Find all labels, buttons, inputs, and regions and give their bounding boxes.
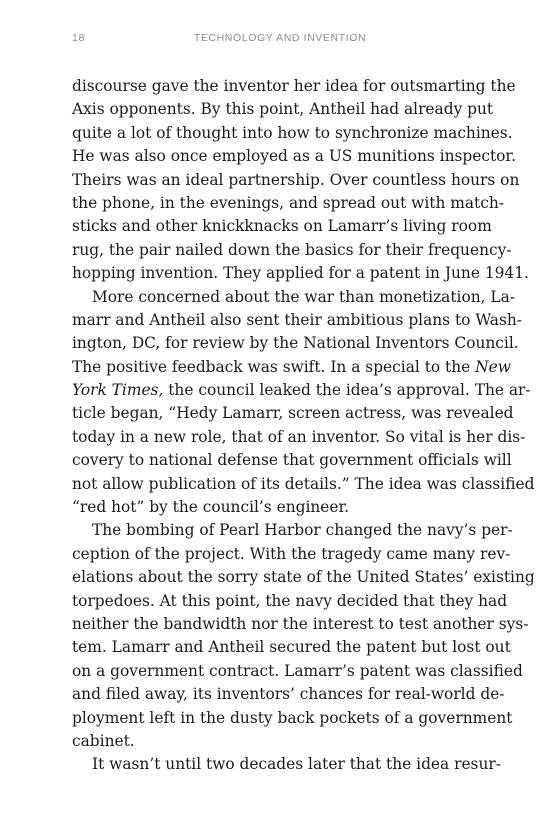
line-text: covery to national defense that government officials will bbox=[72, 451, 512, 470]
text-line bbox=[72, 660, 523, 683]
text-line bbox=[72, 309, 522, 332]
line-text: More concerned about the war than monetization, La- bbox=[92, 287, 516, 306]
text-line bbox=[72, 379, 531, 402]
text-line bbox=[72, 566, 535, 589]
line-text: quite a lot of thought into how to synchronize machines. bbox=[72, 123, 513, 142]
line-text: ticle began, “Hedy Lamarr, screen actress, was revealed bbox=[72, 404, 514, 423]
line-text: on a government contract. Lamarr’s patent was classified bbox=[72, 661, 523, 680]
body-text bbox=[72, 75, 535, 777]
text-line bbox=[72, 169, 520, 192]
text-line bbox=[72, 98, 494, 121]
text-line bbox=[72, 636, 511, 659]
line-text: It wasn’t until two decades later that the idea resur- bbox=[92, 755, 501, 774]
text-line bbox=[72, 286, 516, 309]
italic-text: New bbox=[475, 357, 511, 376]
text-line bbox=[72, 473, 535, 496]
text-line bbox=[72, 262, 529, 285]
running-head: TECHNOLOGY AND INVENTION bbox=[193, 32, 367, 44]
italic-text: York Times, bbox=[72, 381, 164, 400]
line-text: the phone, in the evenings, and spread out with match- bbox=[72, 193, 504, 212]
text-line bbox=[72, 683, 505, 706]
text-line bbox=[72, 590, 508, 613]
text-line bbox=[72, 519, 513, 542]
line-text: The positive feedback was swift. In a special to the bbox=[72, 357, 476, 376]
text-line bbox=[72, 215, 492, 238]
line-text: elations about the sorry state of the United States’ existing bbox=[72, 568, 535, 587]
line-text: rug, the pair nailed down the basics for their frequency- bbox=[72, 240, 512, 259]
line-text: the council leaked the idea’s approval. The ar- bbox=[163, 381, 531, 400]
text-line bbox=[72, 122, 513, 145]
line-text: sticks and other knickknacks on Lamarr’s living room bbox=[72, 217, 492, 236]
text-line bbox=[72, 145, 516, 168]
text-line bbox=[72, 707, 513, 730]
text-line bbox=[72, 496, 488, 519]
line-text: ington, DC, for review by the National Inventors Council. bbox=[72, 334, 519, 353]
text-line bbox=[72, 449, 512, 472]
text-line bbox=[72, 402, 514, 425]
text-line bbox=[72, 192, 504, 215]
line-text: marr and Antheil also sent their ambitious plans to Wash- bbox=[72, 310, 522, 329]
text-line bbox=[72, 543, 511, 566]
page-number: 18 bbox=[72, 32, 85, 44]
line-text: ception of the project. With the tragedy came many rev- bbox=[72, 544, 511, 563]
line-text: He was also once employed as a US munitions inspector. bbox=[72, 147, 516, 166]
line-text: “red hot” by the council’s engineer. bbox=[72, 498, 350, 517]
line-text: hopping invention. They applied for a patent in June 1941. bbox=[72, 264, 529, 283]
line-text: tem. Lamarr and Antheil secured the patent but lost out bbox=[72, 638, 511, 657]
line-text: and filed away, its inventors’ chances for real-world de- bbox=[72, 685, 505, 704]
text-line bbox=[72, 239, 512, 262]
line-text: Axis opponents. By this point, Antheil had already put bbox=[72, 100, 494, 119]
text-line bbox=[72, 753, 501, 776]
line-text: not allow publication of its details.” The idea was classified bbox=[72, 474, 535, 493]
line-text: ployment left in the dusty back pockets of a government bbox=[72, 708, 513, 727]
text-line bbox=[72, 730, 488, 753]
page-header bbox=[72, 32, 488, 48]
line-text: The bombing of Pearl Harbor changed the navy’s per- bbox=[92, 521, 513, 540]
text-line bbox=[72, 426, 526, 449]
text-line bbox=[72, 613, 529, 636]
line-text: Theirs was an ideal partnership. Over countless hours on bbox=[72, 170, 520, 189]
line-text: torpedoes. At this point, the navy decided that they had bbox=[72, 591, 508, 610]
text-line bbox=[72, 75, 516, 98]
line-text: discourse gave the inventor her idea for outsmarting the bbox=[72, 77, 516, 95]
line-text: cabinet. bbox=[72, 731, 135, 750]
text-line bbox=[72, 356, 511, 379]
text-line bbox=[72, 332, 519, 355]
line-text: neither the bandwidth nor the interest to test another sys- bbox=[72, 614, 529, 633]
line-text: today in a new role, that of an inventor. So vital is her dis- bbox=[72, 427, 526, 446]
